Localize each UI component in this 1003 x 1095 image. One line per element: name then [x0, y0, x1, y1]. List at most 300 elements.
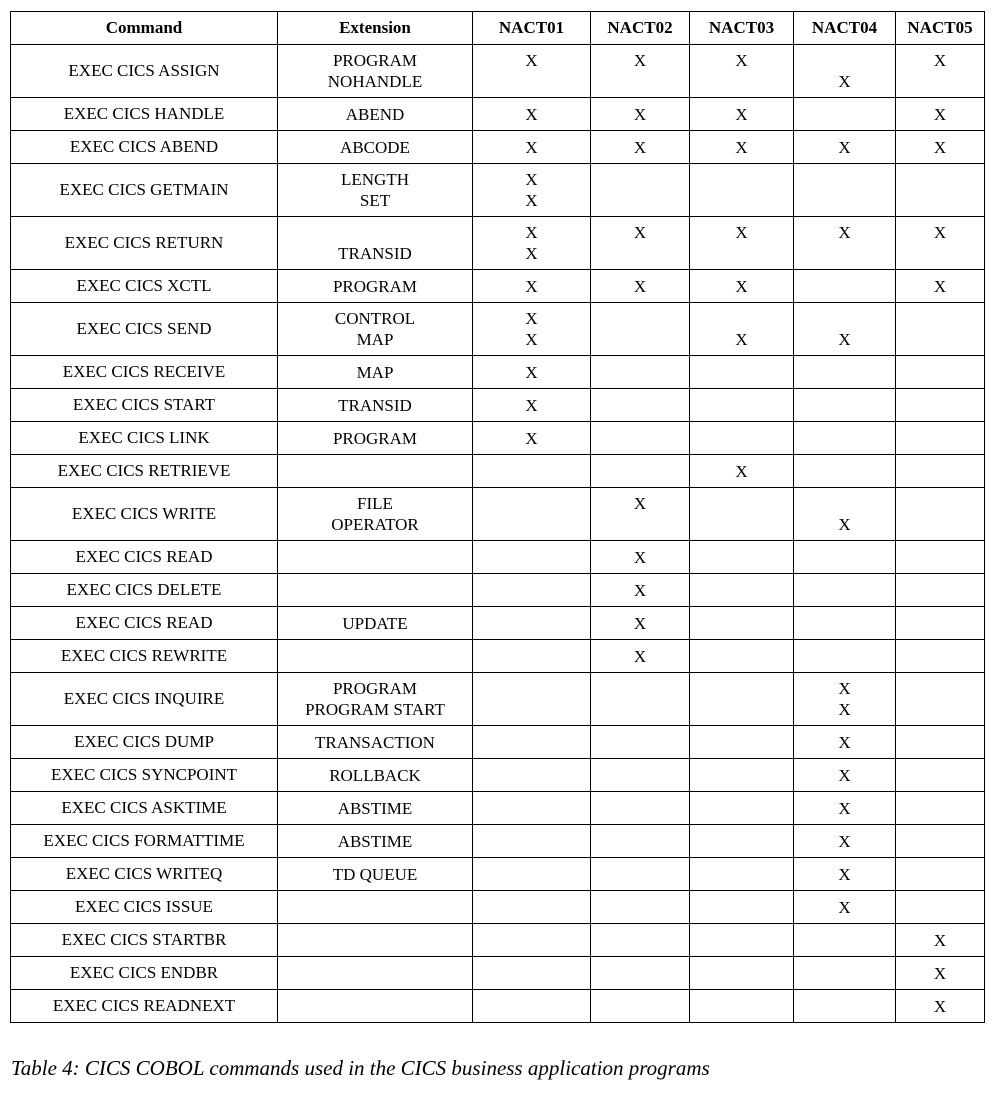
- mark-lines: [591, 897, 689, 918]
- usage-mark: [473, 547, 590, 568]
- mark-cell-nact04: [794, 389, 896, 422]
- extension-lines: [278, 798, 472, 819]
- usage-mark: X: [838, 700, 851, 719]
- usage-mark: [690, 395, 793, 416]
- mark-cell-nact02: [591, 164, 690, 217]
- commands-table: [10, 11, 985, 1023]
- extension-cell: [278, 640, 473, 673]
- table-row: [11, 488, 985, 541]
- usage-mark: [794, 580, 895, 601]
- usage-mark: [591, 963, 689, 984]
- extension-lines: [278, 646, 472, 667]
- table-row: [11, 164, 985, 217]
- mark-cell-nact01: [473, 422, 591, 455]
- mark-cell-nact03: [690, 422, 794, 455]
- usage-mark: [794, 190, 895, 211]
- usage-mark: [690, 678, 793, 699]
- usage-mark: [690, 428, 793, 449]
- mark-cell-nact05: [896, 607, 985, 640]
- mark-lines: [690, 798, 793, 819]
- mark-lines: [794, 50, 895, 92]
- usage-mark: X: [933, 930, 947, 950]
- usage-mark: [794, 169, 895, 190]
- extension-line: [278, 930, 472, 951]
- mark-lines: [690, 732, 793, 753]
- command-cell: EXEC CICS ABEND: [11, 131, 278, 164]
- usage-mark: X: [838, 223, 851, 242]
- mark-lines: [690, 362, 793, 383]
- header-nact02: NACT02: [591, 12, 690, 45]
- extension-lines: [278, 547, 472, 568]
- table-row: [11, 389, 985, 422]
- extension-line: PROGRAM: [332, 51, 418, 70]
- mark-cell-nact01: [473, 270, 591, 303]
- mark-cell-nact04: [794, 891, 896, 924]
- usage-mark: [794, 395, 895, 416]
- mark-cell-nact02: [591, 303, 690, 356]
- mark-lines: [794, 137, 895, 158]
- mark-lines: [690, 580, 793, 601]
- usage-mark: [591, 897, 689, 918]
- mark-cell-nact01: [473, 858, 591, 891]
- usage-mark: [794, 613, 895, 634]
- extension-line: TRANSACTION: [315, 732, 435, 752]
- mark-lines: [473, 547, 590, 568]
- mark-lines: [896, 137, 984, 158]
- table-row: [11, 990, 985, 1023]
- mark-cell-nact01: [473, 957, 591, 990]
- mark-lines: [690, 276, 793, 297]
- usage-mark: [591, 71, 689, 92]
- mark-cell-nact03: [690, 759, 794, 792]
- extension-lines: [278, 864, 472, 885]
- usage-mark: X: [933, 137, 947, 157]
- mark-lines: [896, 222, 984, 264]
- mark-cell-nact02: [591, 726, 690, 759]
- mark-lines: [690, 169, 793, 211]
- extension-cell: [278, 488, 473, 541]
- mark-cell-nact05: [896, 673, 985, 726]
- usage-mark: [591, 243, 689, 264]
- mark-lines: [690, 996, 793, 1017]
- extension-lines: [278, 831, 472, 852]
- mark-cell-nact05: [896, 389, 985, 422]
- usage-mark: [473, 699, 590, 720]
- mark-cell-nact01: [473, 924, 591, 957]
- usage-mark: [794, 930, 895, 951]
- usage-mark: X: [525, 170, 538, 189]
- mark-cell-nact05: [896, 270, 985, 303]
- mark-cell-nact03: [690, 356, 794, 389]
- extension-line: TRANSID: [338, 244, 412, 263]
- mark-lines: [794, 461, 895, 482]
- usage-mark: X: [735, 104, 748, 124]
- mark-lines: [473, 864, 590, 885]
- mark-cell-nact02: [591, 957, 690, 990]
- mark-cell-nact03: [690, 673, 794, 726]
- usage-mark: [896, 362, 984, 383]
- table-row: [11, 574, 985, 607]
- usage-mark: [690, 765, 793, 786]
- mark-lines: [473, 222, 590, 264]
- extension-line: FILE: [357, 494, 393, 513]
- mark-lines: [896, 864, 984, 885]
- mark-cell-nact05: [896, 574, 985, 607]
- usage-mark: [690, 493, 793, 514]
- mark-cell-nact04: [794, 303, 896, 356]
- mark-cell-nact04: [794, 541, 896, 574]
- mark-cell-nact01: [473, 726, 591, 759]
- usage-mark: [473, 514, 590, 535]
- mark-cell-nact01: [473, 303, 591, 356]
- mark-cell-nact02: [591, 389, 690, 422]
- mark-cell-nact01: [473, 98, 591, 131]
- extension-lines: [278, 104, 472, 125]
- usage-mark: [794, 308, 895, 329]
- mark-lines: [896, 613, 984, 634]
- mark-lines: [690, 104, 793, 125]
- extension-line: TD QUEUE: [332, 864, 418, 884]
- usage-mark: [591, 930, 689, 951]
- mark-cell-nact05: [896, 131, 985, 164]
- usage-mark: [896, 190, 984, 211]
- mark-cell-nact03: [690, 45, 794, 98]
- usage-mark: X: [525, 104, 538, 124]
- mark-cell-nact01: [473, 673, 591, 726]
- mark-lines: [591, 864, 689, 885]
- extension-cell: [278, 957, 473, 990]
- mark-lines: [591, 613, 689, 634]
- usage-mark: [794, 996, 895, 1017]
- mark-cell-nact05: [896, 858, 985, 891]
- extension-line: ABSTIME: [337, 798, 413, 818]
- usage-mark: [896, 765, 984, 786]
- mark-lines: [591, 362, 689, 383]
- command-cell: EXEC CICS REWRITE: [11, 640, 278, 673]
- usage-mark: [591, 308, 689, 329]
- extension-lines: [278, 493, 472, 535]
- usage-mark: X: [838, 765, 851, 785]
- mark-cell-nact03: [690, 792, 794, 825]
- table-row: [11, 303, 985, 356]
- command-cell: EXEC CICS STARTBR: [11, 924, 278, 957]
- usage-mark: [896, 169, 984, 190]
- command-cell: EXEC CICS INQUIRE: [11, 673, 278, 726]
- mark-lines: [591, 493, 689, 535]
- extension-lines: [278, 137, 472, 158]
- usage-mark: [690, 580, 793, 601]
- usage-mark: [591, 678, 689, 699]
- mark-lines: [473, 646, 590, 667]
- table-row: [11, 640, 985, 673]
- extension-line: ROLLBACK: [329, 765, 421, 785]
- mark-lines: [591, 428, 689, 449]
- usage-mark: X: [838, 72, 851, 91]
- usage-mark: [896, 428, 984, 449]
- mark-lines: [794, 428, 895, 449]
- mark-lines: [794, 897, 895, 918]
- mark-cell-nact03: [690, 957, 794, 990]
- table-row: [11, 45, 985, 98]
- mark-lines: [591, 996, 689, 1017]
- usage-mark: X: [633, 494, 647, 513]
- usage-mark: X: [838, 831, 851, 851]
- usage-mark: X: [735, 223, 748, 242]
- extension-cell: [278, 541, 473, 574]
- table-row: [11, 792, 985, 825]
- command-cell: EXEC CICS ISSUE: [11, 891, 278, 924]
- usage-mark: X: [838, 864, 851, 884]
- extension-cell: [278, 270, 473, 303]
- mark-lines: [896, 897, 984, 918]
- mark-cell-nact03: [690, 924, 794, 957]
- mark-cell-nact05: [896, 990, 985, 1023]
- mark-cell-nact02: [591, 825, 690, 858]
- mark-cell-nact02: [591, 607, 690, 640]
- extension-lines: [278, 222, 472, 264]
- mark-lines: [473, 169, 590, 211]
- usage-mark: [473, 897, 590, 918]
- table-row: [11, 825, 985, 858]
- usage-mark: X: [933, 51, 947, 70]
- mark-lines: [896, 580, 984, 601]
- usage-mark: [896, 864, 984, 885]
- extension-line: TRANSID: [338, 395, 412, 415]
- extension-cell: [278, 792, 473, 825]
- extension-lines: [278, 963, 472, 984]
- mark-lines: [591, 308, 689, 350]
- table-row: [11, 924, 985, 957]
- mark-lines: [794, 395, 895, 416]
- mark-cell-nact04: [794, 759, 896, 792]
- extension-line: [278, 580, 472, 601]
- mark-cell-nact04: [794, 98, 896, 131]
- mark-cell-nact03: [690, 990, 794, 1023]
- mark-cell-nact05: [896, 422, 985, 455]
- mark-cell-nact03: [690, 164, 794, 217]
- mark-lines: [896, 362, 984, 383]
- mark-lines: [473, 428, 590, 449]
- usage-mark: X: [525, 428, 538, 448]
- table-row: [11, 607, 985, 640]
- extension-line: PROGRAM START: [305, 700, 445, 719]
- mark-lines: [794, 732, 895, 753]
- extension-lines: [278, 613, 472, 634]
- mark-lines: [473, 963, 590, 984]
- extension-cell: [278, 164, 473, 217]
- mark-cell-nact04: [794, 574, 896, 607]
- usage-mark: [690, 190, 793, 211]
- usage-mark: X: [735, 276, 748, 296]
- mark-cell-nact01: [473, 217, 591, 270]
- extension-line: PROGRAM: [332, 276, 418, 296]
- mark-cell-nact04: [794, 858, 896, 891]
- header-command: Command: [11, 12, 278, 45]
- mark-lines: [896, 461, 984, 482]
- mark-lines: [896, 50, 984, 92]
- mark-lines: [690, 461, 793, 482]
- mark-cell-nact05: [896, 924, 985, 957]
- command-cell: EXEC CICS ENDBR: [11, 957, 278, 990]
- usage-mark: [896, 71, 984, 92]
- extension-cell: [278, 607, 473, 640]
- extension-cell: [278, 217, 473, 270]
- usage-mark: [591, 765, 689, 786]
- mark-lines: [896, 547, 984, 568]
- mark-cell-nact03: [690, 891, 794, 924]
- extension-cell: [278, 990, 473, 1023]
- usage-mark: [794, 493, 895, 514]
- mark-lines: [690, 646, 793, 667]
- mark-lines: [473, 137, 590, 158]
- usage-mark: [690, 169, 793, 190]
- mark-cell-nact02: [591, 858, 690, 891]
- extension-cell: [278, 673, 473, 726]
- mark-lines: [473, 276, 590, 297]
- command-cell: EXEC CICS XCTL: [11, 270, 278, 303]
- mark-cell-nact04: [794, 607, 896, 640]
- mark-cell-nact04: [794, 673, 896, 726]
- usage-mark: [794, 276, 895, 297]
- usage-mark: [473, 493, 590, 514]
- usage-mark: [591, 428, 689, 449]
- usage-mark: [591, 798, 689, 819]
- mark-cell-nact05: [896, 356, 985, 389]
- usage-mark: [473, 732, 590, 753]
- mark-cell-nact05: [896, 825, 985, 858]
- mark-cell-nact05: [896, 45, 985, 98]
- mark-lines: [591, 169, 689, 211]
- usage-mark: [896, 243, 984, 264]
- mark-cell-nact04: [794, 455, 896, 488]
- mark-cell-nact01: [473, 607, 591, 640]
- extension-lines: [278, 930, 472, 951]
- extension-lines: [278, 395, 472, 416]
- mark-lines: [690, 547, 793, 568]
- usage-mark: [591, 461, 689, 482]
- command-cell: EXEC CICS WRITEQ: [11, 858, 278, 891]
- usage-mark: [690, 308, 793, 329]
- command-cell: EXEC CICS ASSIGN: [11, 45, 278, 98]
- mark-lines: [896, 963, 984, 984]
- extension-cell: [278, 389, 473, 422]
- command-cell: EXEC CICS READ: [11, 541, 278, 574]
- usage-mark: [473, 71, 590, 92]
- mark-cell-nact03: [690, 541, 794, 574]
- mark-lines: [473, 580, 590, 601]
- mark-cell-nact01: [473, 541, 591, 574]
- command-cell: EXEC CICS FORMATTIME: [11, 825, 278, 858]
- mark-cell-nact05: [896, 640, 985, 673]
- table-row: [11, 455, 985, 488]
- mark-cell-nact03: [690, 389, 794, 422]
- mark-cell-nact05: [896, 541, 985, 574]
- mark-cell-nact01: [473, 455, 591, 488]
- usage-mark: [690, 831, 793, 852]
- usage-mark: [473, 831, 590, 852]
- mark-lines: [896, 276, 984, 297]
- command-cell: EXEC CICS RETURN: [11, 217, 278, 270]
- mark-cell-nact02: [591, 217, 690, 270]
- usage-mark: X: [633, 613, 647, 633]
- usage-mark: [896, 678, 984, 699]
- usage-mark: X: [525, 244, 538, 263]
- mark-lines: [896, 646, 984, 667]
- usage-mark: [690, 646, 793, 667]
- mark-cell-nact03: [690, 217, 794, 270]
- mark-lines: [896, 930, 984, 951]
- usage-mark: [690, 930, 793, 951]
- mark-lines: [896, 996, 984, 1017]
- usage-mark: [896, 493, 984, 514]
- usage-mark: [473, 996, 590, 1017]
- mark-lines: [896, 831, 984, 852]
- usage-mark: X: [633, 276, 647, 296]
- mark-cell-nact01: [473, 45, 591, 98]
- mark-cell-nact02: [591, 792, 690, 825]
- mark-lines: [591, 963, 689, 984]
- usage-mark: X: [525, 137, 538, 157]
- usage-mark: [690, 897, 793, 918]
- usage-mark: [794, 646, 895, 667]
- extension-line: ABCODE: [340, 137, 410, 157]
- mark-cell-nact05: [896, 891, 985, 924]
- header-nact01: NACT01: [473, 12, 591, 45]
- command-cell: EXEC CICS WRITE: [11, 488, 278, 541]
- command-cell: EXEC CICS RETRIEVE: [11, 455, 278, 488]
- extension-cell: [278, 98, 473, 131]
- mark-cell-nact01: [473, 389, 591, 422]
- usage-mark: X: [933, 276, 947, 296]
- mark-cell-nact03: [690, 607, 794, 640]
- usage-mark: X: [633, 547, 647, 567]
- usage-mark: X: [838, 798, 851, 818]
- extension-line: [278, 963, 472, 984]
- mark-lines: [896, 765, 984, 786]
- extension-line: MAP: [356, 362, 394, 382]
- extension-lines: [278, 765, 472, 786]
- mark-lines: [794, 996, 895, 1017]
- command-cell: EXEC CICS HANDLE: [11, 98, 278, 131]
- usage-mark: X: [735, 137, 748, 157]
- mark-cell-nact02: [591, 45, 690, 98]
- table-row: [11, 270, 985, 303]
- mark-cell-nact05: [896, 726, 985, 759]
- usage-mark: [690, 864, 793, 885]
- usage-mark: [794, 428, 895, 449]
- mark-lines: [794, 493, 895, 535]
- mark-cell-nact01: [473, 356, 591, 389]
- mark-cell-nact03: [690, 488, 794, 541]
- mark-cell-nact01: [473, 640, 591, 673]
- usage-mark: X: [633, 580, 647, 600]
- mark-lines: [591, 395, 689, 416]
- mark-lines: [591, 798, 689, 819]
- usage-mark: [473, 765, 590, 786]
- usage-mark: X: [633, 137, 647, 157]
- usage-mark: [473, 678, 590, 699]
- usage-mark: [473, 963, 590, 984]
- mark-cell-nact01: [473, 759, 591, 792]
- mark-cell-nact01: [473, 131, 591, 164]
- mark-cell-nact05: [896, 303, 985, 356]
- extension-lines: [278, 362, 472, 383]
- extension-line: SET: [359, 191, 391, 210]
- mark-cell-nact05: [896, 164, 985, 217]
- mark-lines: [690, 930, 793, 951]
- mark-cell-nact02: [591, 131, 690, 164]
- mark-lines: [794, 765, 895, 786]
